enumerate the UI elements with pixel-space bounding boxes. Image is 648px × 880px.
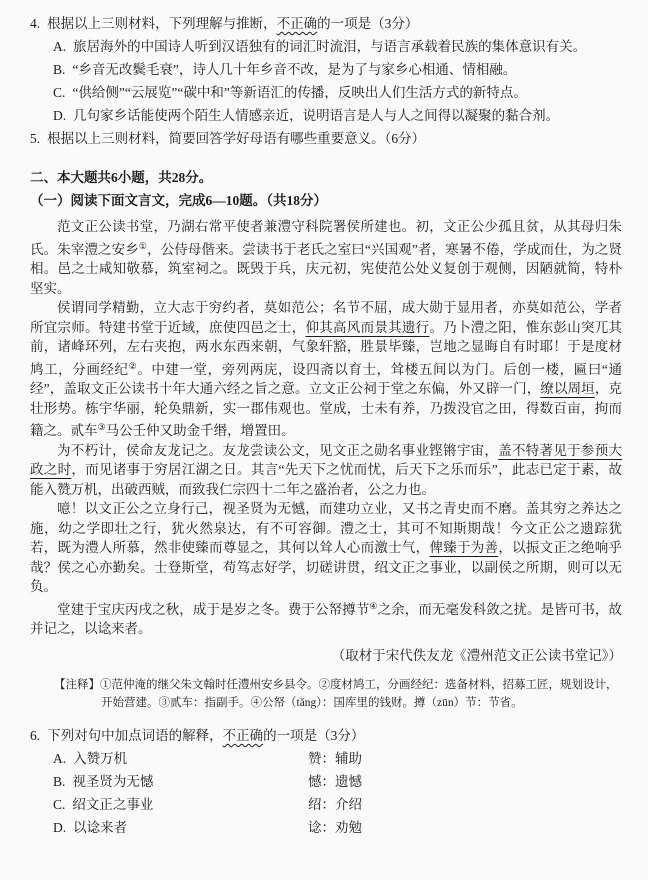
question-6-option-b: [30, 770, 622, 793]
text-run: 。中建一堂，旁列两庑，设四斋以育士，耸楼五间以为门。后创一楼，匾曰“通经”，盖取文正公读书十年大通六经之旨之意。立文正公祠于堂之东偏，外又辟一门，: [30, 361, 622, 396]
option-label: C.: [53, 85, 66, 100]
dotted-word: 赞 ●: [57, 482, 71, 497]
option-phrase: [53, 770, 308, 793]
text-run: 噫！以文正公之立身行己，视圣贤为无: [57, 501, 292, 516]
option-label: C.: [53, 797, 66, 812]
question-6: [30, 724, 622, 839]
phrase-post: 文正之事业: [85, 797, 154, 812]
text-run: 马公壬仲又助金千缗，增置田。: [105, 423, 295, 438]
option-label: D.: [53, 108, 67, 123]
option-gloss: 谂：劝勉: [308, 820, 362, 835]
option-gloss: 绍：介绍: [308, 797, 362, 812]
text-run: ，公侍母偕来。尝读书于老氏之室曰“兴国观”者，寒暑不倦，学成而仕，为之贤相。邑之士咸知敬慕，筑室祠之。既毁于兵，庆元初，宪使范公处义复创于观侧，因陋就简，特朴坚实。: [30, 241, 623, 296]
text-run: 范文正公读书堂，乃湖右常平使者兼澧守科院署侯所建也。初，文正公少孤且贫，从其母归朱氏。朱宰澧之安乡: [30, 219, 622, 257]
dotted-word: 绍 ●: [374, 560, 388, 575]
classical-passage: [30, 217, 622, 665]
option-label: A.: [53, 39, 67, 54]
option-text: “乡音无改鬓毛衰”，诗人几十年乡音不改，是为了与家乡心相通、情相融。: [72, 62, 517, 77]
question-6-option-c: [30, 793, 622, 816]
underlined-phrase: 盖不特著见于参预大政之时: [30, 442, 623, 477]
note-marker: ④: [369, 600, 378, 611]
passage-attribution: （取材于宋代佚友龙《澧州范文正公读书堂记》）: [331, 647, 622, 663]
section-2-subtitle: （一）阅读下面文言文，完成6—10题。（共18分）: [30, 193, 327, 208]
question-5: [30, 127, 622, 150]
passage-paragraph-3: [30, 441, 622, 500]
note-marker: ①: [138, 240, 148, 251]
passage-notes: 【注释】①范仲淹的继父朱文翰时任澧州安乡县令。②度材鸠工，分画经纪：选备材料，招募工匠，规划设计，开始营建。③贰车：指副手。④公帑（tǎng）：国库里的钱财。撙（zūn）节：节省。: [54, 679, 618, 709]
question-4-stem-emphasis: 不正确: [276, 16, 318, 31]
question-6-stem: [30, 724, 622, 747]
text-run: ，以振文正之绝响乎哉？侯之心亦勤矣。士登斯堂，苟笃志好学，切磋讲贯，: [30, 540, 623, 575]
dotted-word: 憾 ●: [291, 501, 305, 516]
text-run: ，克壮形势。栋宇华丽，轮奂鼎新，实一郡伟观也。堂成，士未有养，乃拨没官之田，得数百亩，拘而籍之。贰车: [30, 381, 623, 438]
underlined-phrase: 缭以周垣: [540, 381, 595, 396]
question-4: [30, 12, 622, 127]
text-run: 来者。: [111, 621, 152, 636]
passage-paragraph-2: [30, 298, 622, 441]
text-run: 堂建于宝庆丙戌之秋，成于是岁之冬。费于公帑撙节: [57, 601, 370, 617]
text-run: ，而见诸事于穷居江湖之日。其言“先天下之忧而忧，后天下之乐而乐”，此志已定于素，故能入: [30, 462, 623, 497]
question-4-stem-pre: 根据以上三则材料，下列理解与推断，: [47, 16, 277, 31]
phrase-pre: 以: [73, 820, 87, 835]
underlined-phrase: 仰其高风而景其遗行: [305, 319, 430, 335]
passage-paragraph-4: [30, 499, 622, 597]
text-run: 万机，出破西贼，而致我仁宗四十二年之盛治者，公之力也。: [70, 481, 435, 497]
option-label: D.: [53, 820, 67, 835]
dotted-word: 绍 ●: [72, 797, 86, 812]
question-4-number: 4.: [30, 16, 41, 31]
note-marker: ②: [128, 360, 138, 371]
option-gloss: 憾：遗憾: [308, 774, 362, 789]
phrase-post: 来者: [100, 820, 128, 835]
option-gloss: 赞：辅助: [308, 751, 362, 766]
dotted-word: 谂 ●: [98, 621, 112, 636]
option-label: A.: [53, 751, 67, 766]
question-4-option-a: [53, 35, 622, 58]
question-6-option-a: [30, 747, 622, 770]
option-label: B.: [53, 62, 66, 77]
option-text: 几句家乡话能使两个陌生人情感亲近，说明语言是人与人之间得以凝聚的黏合剂。: [73, 108, 560, 123]
question-4-stem-post: 的一项是（3分）: [317, 16, 419, 31]
question-4-option-d: [53, 104, 622, 127]
dotted-word: 谂 ●: [87, 820, 101, 835]
question-4-option-c: [53, 81, 622, 104]
option-text: 旅居海外的中国诗人听到汉语独有的词汇时流泪，与语言承载着民族的集体意识有关。: [73, 39, 587, 54]
section-2-title: 二、本大题共6小题，共28分。: [30, 170, 213, 185]
question-6-stem-pre: 下列对句中加点词语的解释，: [47, 728, 223, 743]
option-phrase: [53, 816, 308, 839]
passage-paragraph-1: [30, 217, 622, 298]
underlined-phrase: 俾臻于为善: [429, 540, 499, 555]
option-phrase: [53, 793, 308, 816]
text-run: 之余，而无毫发科敛之扰。是皆可书，故并记之，以: [30, 601, 622, 636]
dotted-word: 憾 ●: [140, 774, 154, 789]
phrase-post: 万机: [100, 751, 128, 766]
passage-paragraph-5: [30, 597, 622, 639]
question-6-stem-post: 的一项是（3分）: [263, 728, 365, 743]
question-6-option-d: [30, 816, 622, 839]
note-marker: ③: [97, 422, 106, 432]
dotted-word: 赞 ●: [87, 751, 101, 766]
text-run: 。乃卜澧之阳，惟东彭山突兀其前，诸峰环列，左右夹抱，两水东西来朝，气象轩豁，胜景毕臻，岂地之显晦自有时耶！于是度材鸠工，分画经纪: [30, 319, 623, 377]
option-phrase: [53, 747, 308, 770]
question-5-stem: [30, 127, 622, 150]
phrase-pre: 视圣贤为无: [72, 774, 140, 789]
question-6-stem-emphasis: 不正确: [222, 728, 264, 743]
question-4-stem: [30, 12, 622, 35]
option-text: “供给侧”“云展览”“碳中和”等新语汇的传播，反映出人们生活方式的新特点。: [72, 85, 527, 100]
phrase-pre: 入: [73, 751, 87, 766]
question-6-number: 6.: [30, 728, 41, 743]
text-run: 为不朽计，侯命友龙记之。友龙尝读公文，见文正之勋名事业铿锵宇宙，: [57, 442, 499, 458]
text-run: 文正之事业，以副侯之所期，则可以无负。: [30, 559, 623, 594]
question-4-options: [30, 35, 622, 127]
text-run: 侯谓同学精勤，立大志于穷约者，莫如范公；名节不屈，成大勋于显用者，亦莫如范公，学者所宜宗师。特建书堂于近域，庶使四邑之士，: [30, 300, 622, 335]
question-4-option-b: [53, 58, 622, 81]
question-5-stem-text: 根据以上三则材料，简要回答学好母语有哪些重要意义。（6分）: [47, 131, 426, 146]
question-5-number: 5.: [30, 131, 41, 146]
option-label: B.: [53, 774, 66, 789]
text-run: ，而建功立业，又书之青史而不磨。盖其穷之养达之施，幼之学即壮之行，犹火然泉达，有不可容御。澧之士，其可不知斯期哉！今文正公之遗踪犹若，既为澧人所慕，然非使臻而尊显之，其何以耸人心而激士气，: [30, 501, 623, 555]
